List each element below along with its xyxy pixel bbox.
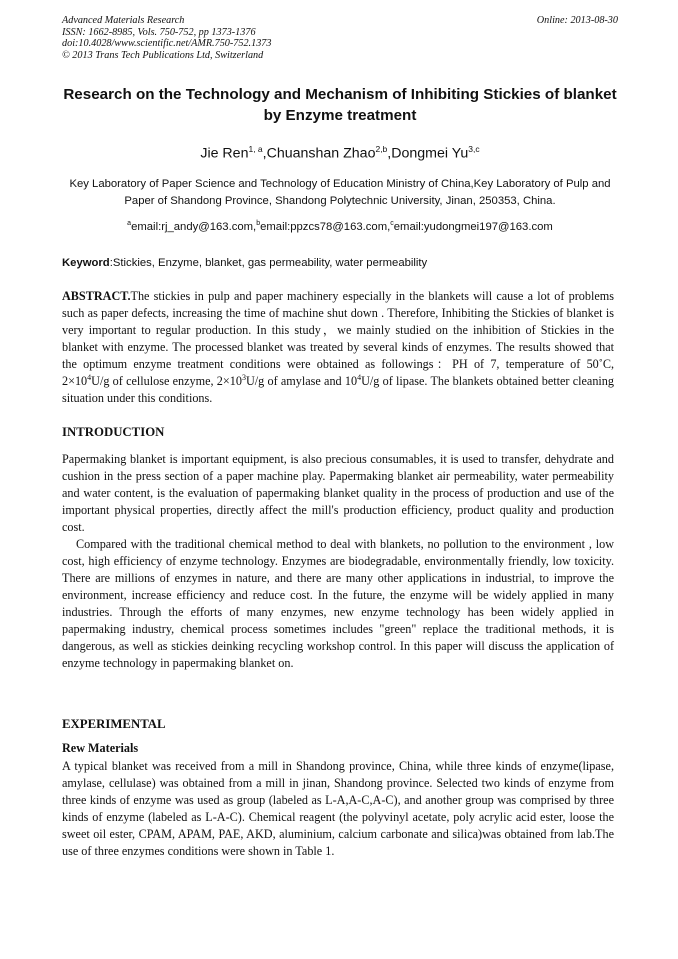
abstract-text: U/g of amylase and 10 xyxy=(245,374,358,388)
section-heading-experimental: EXPERIMENTAL xyxy=(62,717,166,731)
paragraph: A typical blanket was received from a mill in Shandong province, China, while three kinds of enzyme(lipase, amylase, cellulase) was obtained from a mill in jinan, Shandong province. Selected two kinds of enzyme from three kinds of enzyme was used as group (labeled as L-A,A-C,A-C), and another group was comprised by three kinds of enzyme (labeled as L-A-C). Chemical reagent (the polyvinyl acetate, poly acrylic acid ester, loose the sweet oil ester, CPAM, APAM, PAE, AKD, aluminium, calcium carbonate and silica)was obtained from lab.The use of three enzymes conditions were shown in Table 1. xyxy=(62,759,614,858)
email-list xyxy=(62,217,618,234)
affiliation: Key Laboratory of Paper Science and Technology of Education Ministry of China,Key Laboratory of Pulp and Paper of Shandong Province, Shandong Polytechnic University, Jinan, 250353, China. xyxy=(69,178,611,207)
abstract-text: U/g of cellulose enzyme, 2×10 xyxy=(91,374,242,388)
keywords-label: Keyword xyxy=(62,257,110,269)
email-mark: c xyxy=(390,220,394,227)
email-mark: a xyxy=(127,220,132,227)
paper-title: Research on the Technology and Mechanism of Inhibiting Stickies of blanket by Enzyme treatment xyxy=(63,86,617,124)
doi-line: doi:10.4028/www.scientific.net/AMR.750-752.1373 xyxy=(62,38,272,50)
author-affil-mark: 2,b xyxy=(375,144,388,154)
email-link[interactable]: email:ppzcs78@163.com, xyxy=(260,220,391,233)
abstract-text: The stickies in pulp and paper machinery especially in the blankets will cause a lot of problems such as paper defects, increasing the time of machine shut down . Therefore, Inhibiting the Stickies of blanket is very important to regular production. In this study，we mainly studied on the inhibition of Stickies in the blanket with enzyme. The processed blanket was treated by several kinds of enzymes. The results showed that the optimum enzyme treatment conditions were obtained as followings：PH of 7, temperature of 50˚C, 2×10 xyxy=(62,289,614,388)
paragraph: Papermaking blanket is important equipment, is also precious consumables, it is used to transfer, dehydrate and cushion in the press section of a paper machine play. Papermaking blanket air permeability, water permeability and water content, is the evaluation of papermaking blanket quality in the process of production and use of the important physical properties, directly affect the mill's production efficiency, product quality and production cost. xyxy=(62,452,614,534)
author-separator: , xyxy=(387,145,392,162)
journal-name: Advanced Materials Research xyxy=(62,15,185,26)
exponent: 4 xyxy=(87,372,92,382)
email-link[interactable]: email:yudongmei197@163.com xyxy=(393,220,553,233)
keywords xyxy=(62,256,618,270)
author-separator: , xyxy=(262,145,267,162)
abstract-text: U/g of lipase. The blankets obtained better cleaning situation under this conditions. xyxy=(62,374,614,405)
abstract xyxy=(62,288,614,407)
issn-line: ISSN: 1662-8985, Vols. 750-752, pp 1373-1376 xyxy=(62,26,256,38)
author-affil-mark: 1, a xyxy=(248,144,263,154)
author-name: Jie Ren xyxy=(200,145,249,162)
exponent: 4 xyxy=(357,372,362,382)
materials-section xyxy=(62,758,614,860)
subsection-heading-materials: Rew Materials xyxy=(62,741,139,755)
author-name: Chuanshan Zhao xyxy=(266,145,376,162)
email-mark: b xyxy=(256,220,261,227)
author-name: Dongmei Yu xyxy=(391,145,469,162)
email-link[interactable]: email:rj_andy@163.com, xyxy=(131,220,257,233)
author-affil-mark: 3,c xyxy=(468,144,480,154)
section-heading-introduction: INTRODUCTION xyxy=(62,425,165,439)
abstract-label: ABSTRACT. xyxy=(62,289,131,303)
online-date: Online: 2013-08-30 xyxy=(536,15,618,26)
introduction-section xyxy=(62,451,614,672)
paragraph: Compared with the traditional chemical method to deal with blankets, no pollution to the environment , low cost, high efficiency of enzyme technology. Enzymes are biodegradable, environmentally friendly, low toxicity. There are millions of enzymes in nature, and there are many other applications in industrial, to improve the environment, increase efficiency and reduce cost. In the future, the enzyme will be widely applied in many industries. Through the efforts of many enzymes, new enzyme technology has been widely applied in papermaking industry, chemical process sometimes includes "green" replace the traditional methods, it is dangerous, as well as stickies deinking recycling workshop control. In this paper will discuss the application of enzyme technology in papermaking blanket on. xyxy=(62,537,614,670)
exponent: 3 xyxy=(241,372,246,382)
keywords-text: :Stickies, Enzyme, blanket, gas permeability, water permeability xyxy=(109,257,428,269)
author-list xyxy=(62,140,618,163)
copyright-line: © 2013 Trans Tech Publications Ltd, Switzerland xyxy=(62,49,264,61)
journal-header xyxy=(62,15,618,61)
